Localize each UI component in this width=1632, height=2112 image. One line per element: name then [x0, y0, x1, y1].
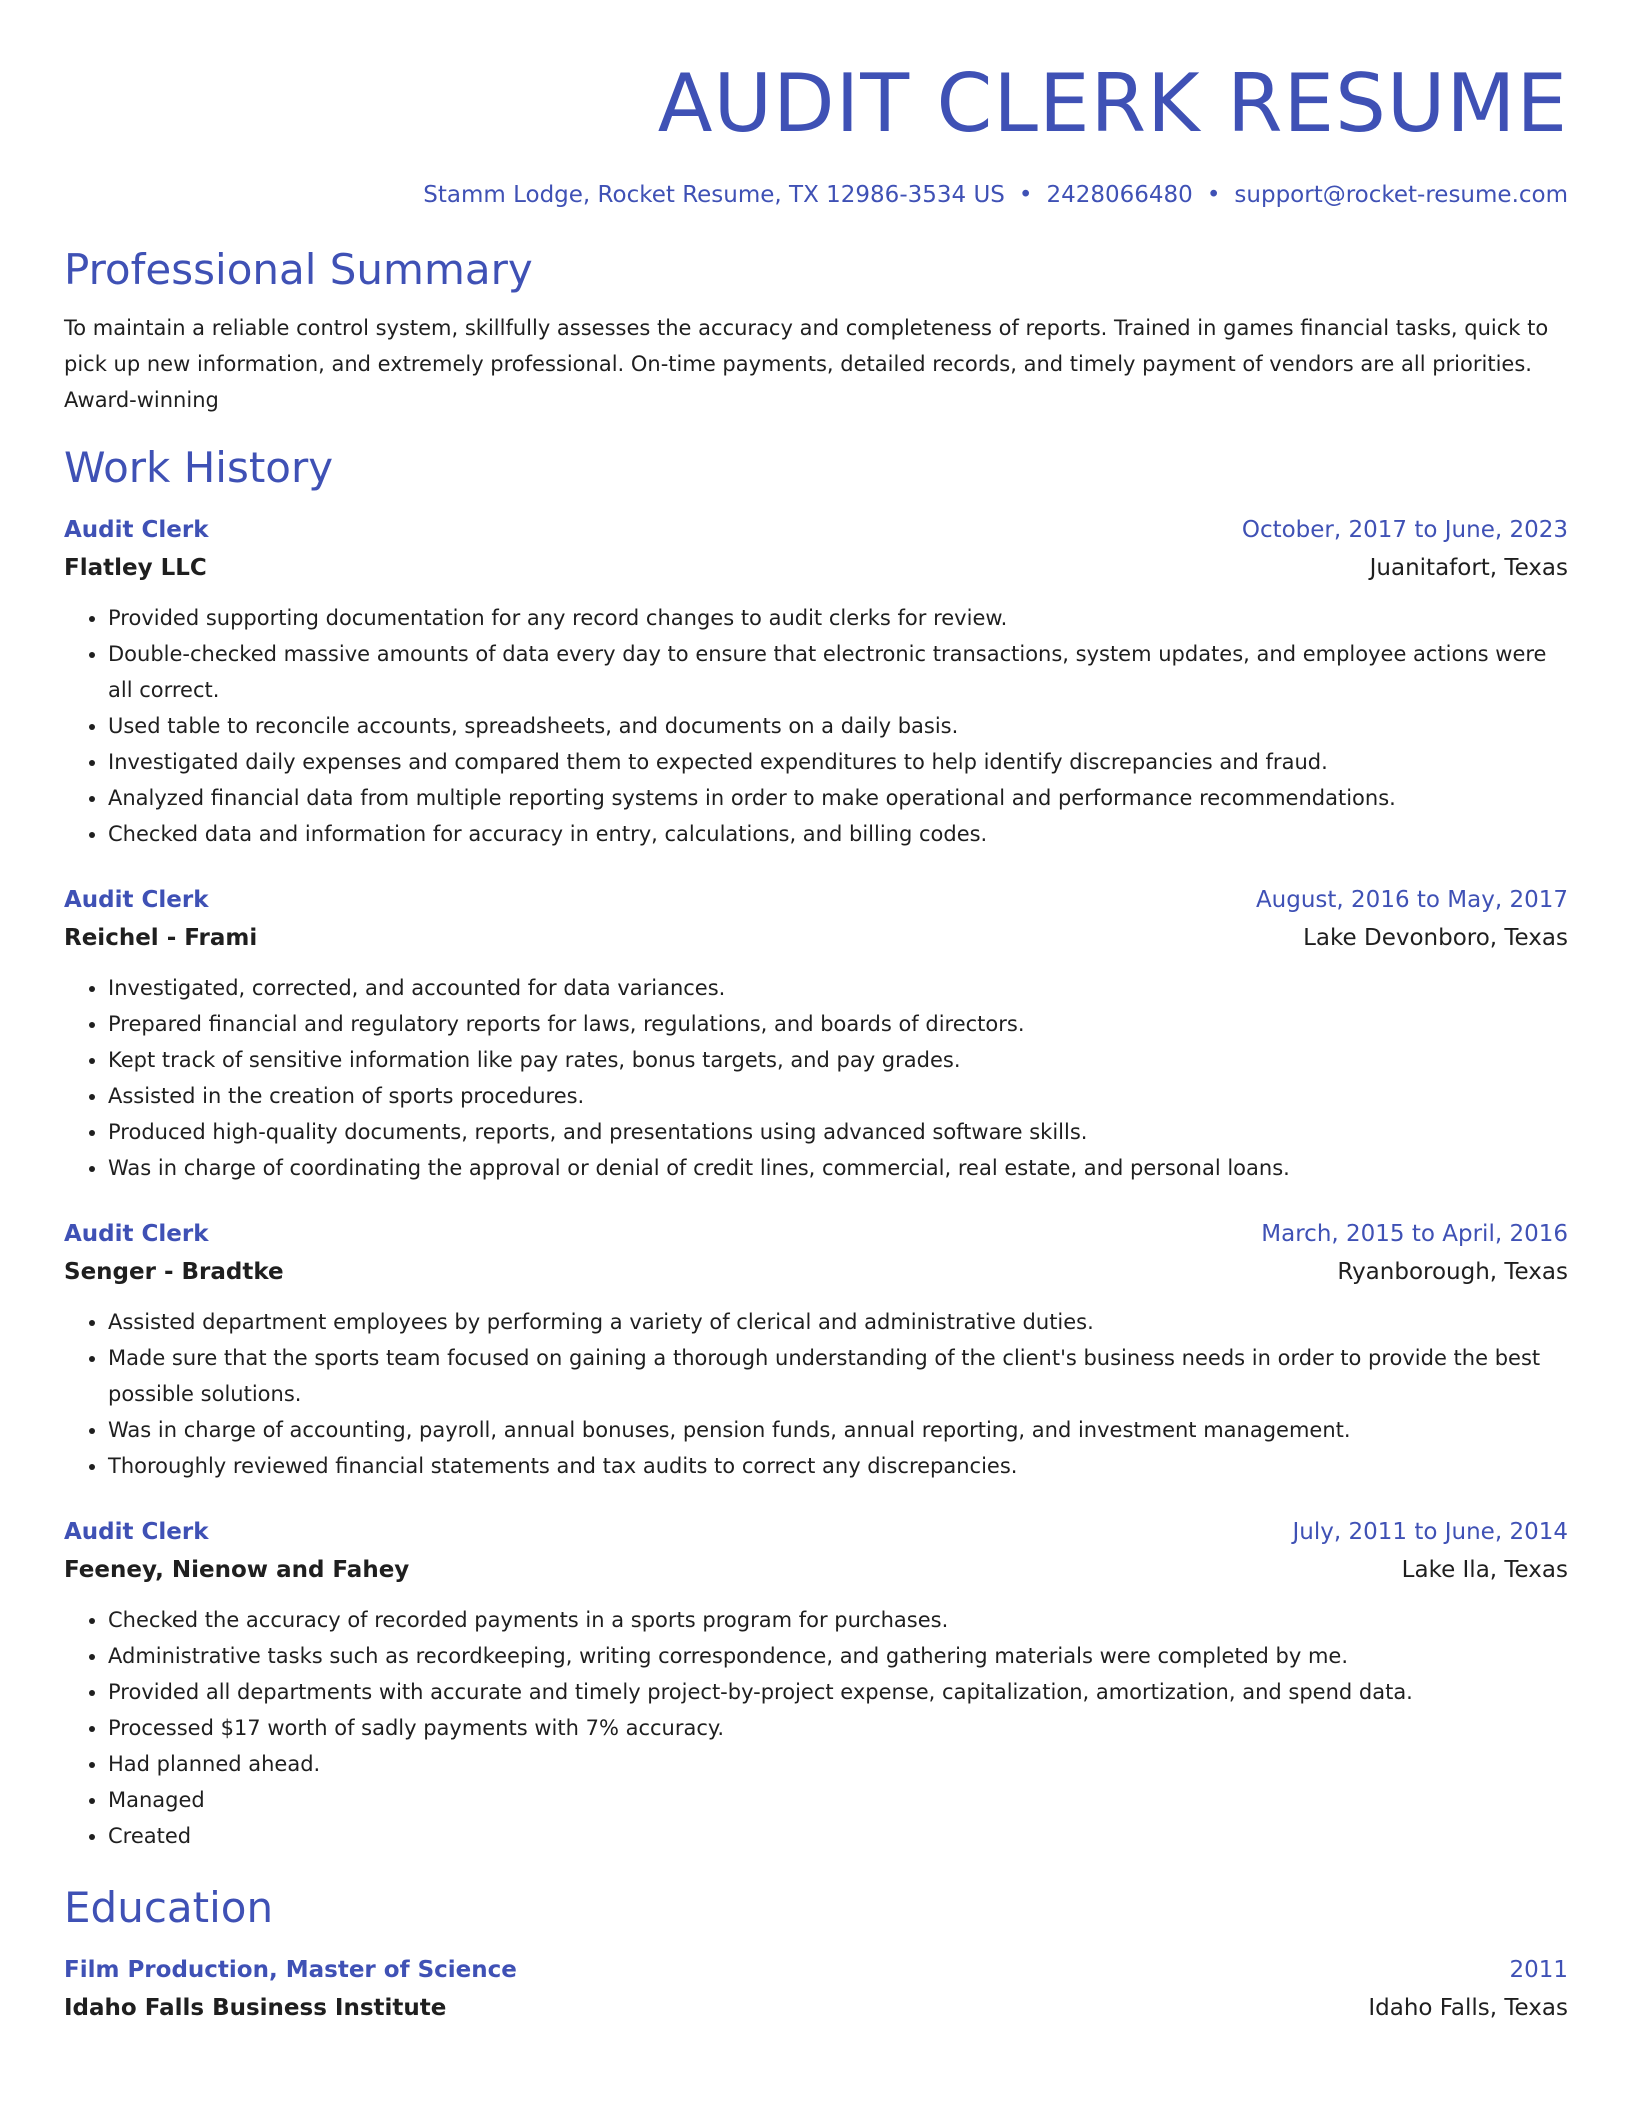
job-location: Lake Ila, Texas [1401, 1557, 1568, 1583]
contact-line [64, 178, 1568, 212]
job-entry [64, 1216, 1568, 1484]
job-title: Audit Clerk [64, 517, 209, 543]
job-company-row [64, 1252, 1568, 1292]
job-bullets [64, 1304, 1568, 1484]
job-company-row [64, 918, 1568, 958]
job-company-row [64, 1550, 1568, 1590]
job-bullet: • Checked data and information for accuracy in entry, calculations, and billing codes. [108, 816, 1568, 852]
job-title: Audit Clerk [64, 1221, 209, 1247]
job-entry [64, 882, 1568, 1186]
contact-separator: • [1018, 182, 1033, 208]
job-bullet: • Produced high-quality documents, reports, and presentations using advanced software skills. [108, 1114, 1568, 1150]
job-dates: July, 2011 to June, 2014 [1292, 1519, 1568, 1545]
education-school: Idaho Falls Business Institute [64, 1995, 447, 2021]
job-bullet: • Was in charge of accounting, payroll, annual bonuses, pension funds, annual reporting, and investment management. [108, 1412, 1568, 1448]
job-bullet: • Double-checked massive amounts of data every day to ensure that electronic transactions, system updates, and employee actions were all correct. [108, 636, 1568, 708]
job-bullet: • Investigated, corrected, and accounted for data variances. [108, 970, 1568, 1006]
job-header-row [64, 1216, 1568, 1252]
job-bullet: • Was in charge of coordinating the approval or denial of credit lines, commercial, real estate, and personal loans. [108, 1150, 1568, 1186]
education-year: 2011 [1509, 1957, 1568, 1983]
job-bullet: • Checked the accuracy of recorded payments in a sports program for purchases. [108, 1602, 1568, 1638]
job-company: Senger - Bradtke [64, 1259, 284, 1285]
resume-name: AUDIT CLERK RESUME [657, 57, 1568, 150]
job-bullet: • Used table to reconcile accounts, spreadsheets, and documents on a daily basis. [108, 708, 1568, 744]
job-dates: August, 2016 to May, 2017 [1255, 887, 1568, 913]
job-company: Feeney, Nienow and Fahey [64, 1557, 410, 1583]
job-entry [64, 1514, 1568, 1854]
summary-text: To maintain a reliable control system, skillfully assesses the accuracy and completeness of reports. Trained in games financial tasks, quick to pick up new information, and extremely professional. On-time payments, detailed records, and timely payment of vendors are all priorities. Award-winning [64, 316, 1549, 412]
job-bullets [64, 600, 1568, 852]
job-company-row [64, 548, 1568, 588]
job-header-row [64, 1514, 1568, 1550]
job-title: Audit Clerk [64, 887, 209, 913]
job-bullets [64, 970, 1568, 1186]
section-title-work-history: Work History [64, 443, 334, 492]
job-bullet: • Assisted in the creation of sports procedures. [108, 1078, 1568, 1114]
job-bullet: • Kept track of sensitive information like pay rates, bonus targets, and pay grades. [108, 1042, 1568, 1078]
contact-phone: 2428066480 [1046, 182, 1193, 208]
job-bullet: • Prepared financial and regulatory reports for laws, regulations, and boards of directors. [108, 1006, 1568, 1042]
job-bullet: • Thoroughly reviewed financial statements and tax audits to correct any discrepancies. [108, 1448, 1568, 1484]
job-location: Lake Devonboro, Texas [1303, 925, 1568, 951]
contact-email[interactable]: support@rocket-resume.com [1234, 182, 1568, 208]
job-bullet: • Analyzed financial data from multiple reporting systems in order to make operational and performance recommendations. [108, 780, 1568, 816]
job-bullet: • Administrative tasks such as recordkeeping, writing correspondence, and gathering materials were completed by me. [108, 1638, 1568, 1674]
job-bullet: • Investigated daily expenses and compared them to expected expenditures to help identify discrepancies and fraud. [108, 744, 1568, 780]
job-header-row [64, 882, 1568, 918]
education-location: Idaho Falls, Texas [1368, 1995, 1568, 2021]
job-title: Audit Clerk [64, 1519, 209, 1545]
education-school-row [64, 1988, 1568, 2028]
job-dates: October, 2017 to June, 2023 [1241, 517, 1568, 543]
job-bullet: • Assisted department employees by performing a variety of clerical and administrative duties. [108, 1304, 1568, 1340]
job-header-row [64, 512, 1568, 548]
job-bullets [64, 1602, 1568, 1854]
job-company: Reichel - Frami [64, 925, 258, 951]
job-bullet: • Had planned ahead. [108, 1746, 1568, 1782]
contact-address: Stamm Lodge, Rocket Resume, TX 12986-3534 US [423, 182, 1005, 208]
job-bullet: • Created [108, 1818, 1568, 1854]
education-degree: Film Production, Master of Science [64, 1957, 517, 1983]
job-dates: March, 2015 to April, 2016 [1261, 1221, 1568, 1247]
job-company: Flatley LLC [64, 555, 207, 581]
job-entry [64, 512, 1568, 852]
education-header-row [64, 1952, 1568, 1988]
job-location: Juanitafort, Texas [1369, 555, 1568, 581]
section-title-education: Education [64, 1883, 274, 1932]
job-bullet: • Provided supporting documentation for any record changes to audit clerks for review. [108, 600, 1568, 636]
job-bullet: • Made sure that the sports team focused on gaining a thorough understanding of the client's business needs in order to provide the best possible solutions. [108, 1340, 1568, 1412]
job-bullet: • Processed $17 worth of sadly payments with 7% accuracy. [108, 1710, 1568, 1746]
job-location: Ryanborough, Texas [1337, 1259, 1568, 1285]
education-entry [64, 1952, 1568, 2028]
job-bullet: • Managed [108, 1782, 1568, 1818]
section-title-summary: Professional Summary [64, 245, 533, 294]
contact-separator: • [1206, 182, 1221, 208]
job-bullet: • Provided all departments with accurate and timely project-by-project expense, capitalization, amortization, and spend data. [108, 1674, 1568, 1710]
